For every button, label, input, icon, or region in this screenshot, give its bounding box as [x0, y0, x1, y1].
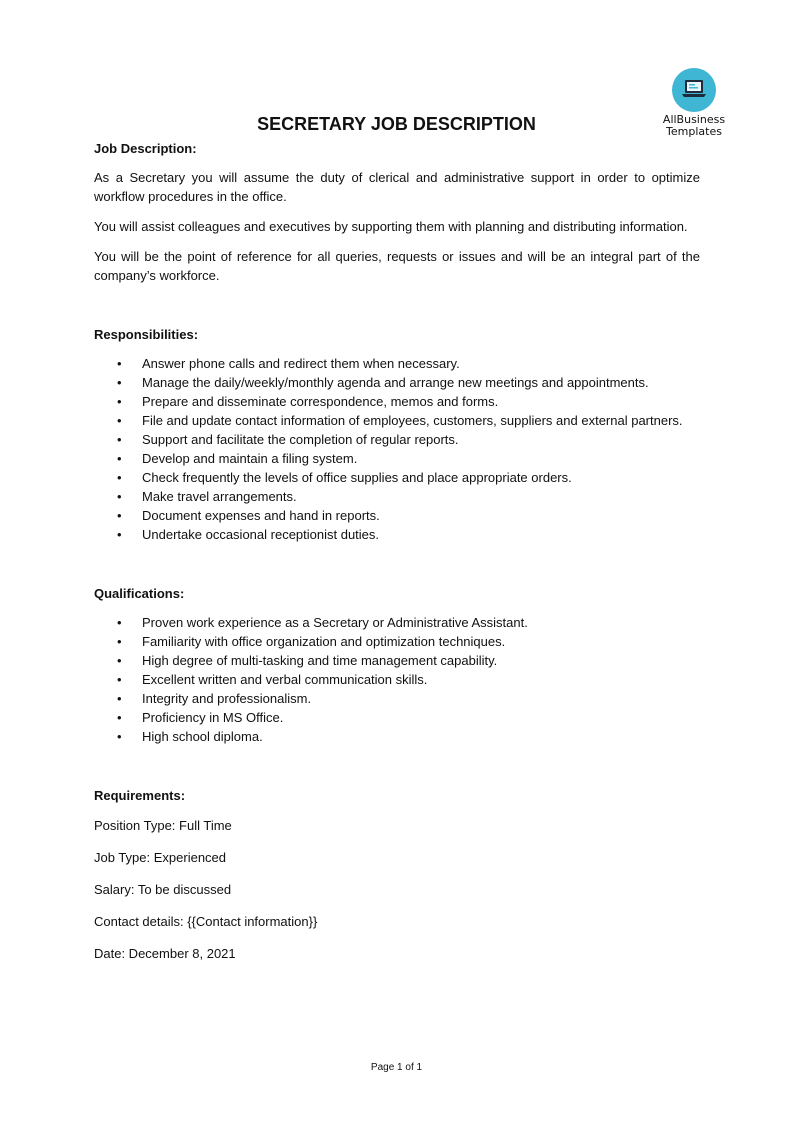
bullet-icon: •: [117, 615, 122, 630]
list-item-text: Undertake occasional receptionist duties.: [142, 527, 380, 542]
laptop-icon: [680, 78, 708, 100]
list-item: [94, 632, 700, 651]
bullet-icon: •: [117, 729, 122, 744]
bullet-icon: •: [117, 527, 122, 542]
logo-brand-line2: Templates: [666, 125, 722, 138]
requirements-heading: Requirements:: [94, 788, 186, 803]
bullet-icon: •: [117, 375, 122, 390]
bullet-icon: •: [117, 394, 122, 409]
bullet-icon: •: [117, 489, 122, 504]
job-description-paragraph: As a Secretary you will assume the duty of clerical and administrative support in order to optimize workflow procedures in the office.: [94, 170, 700, 204]
bullet-icon: •: [117, 451, 122, 466]
list-item-text: Manage the daily/weekly/monthly agenda and arrange new meetings and appointments.: [142, 375, 649, 390]
responsibilities-heading: Responsibilities:: [94, 327, 199, 342]
job-description-paragraph: You will assist colleagues and executives by supporting them with planning and distributing information.: [94, 219, 688, 234]
date: Date: December 8, 2021: [94, 946, 236, 961]
bullet-icon: •: [117, 691, 122, 706]
position-type: Position Type: Full Time: [94, 818, 232, 833]
logo-brand-line1: AllBusiness: [662, 113, 726, 126]
bullet-icon: •: [117, 710, 122, 725]
list-item-text: Make travel arrangements.: [142, 489, 297, 504]
list-item-text: File and update contact information of employees, customers, suppliers and external partners.: [142, 413, 683, 428]
job-description-heading: Job Description:: [94, 141, 197, 156]
list-item: [94, 525, 700, 544]
bullet-icon: •: [117, 508, 122, 523]
list-item: [94, 613, 700, 632]
page-number: Page 1 of 1: [370, 1062, 423, 1073]
list-item: [94, 430, 700, 449]
list-item: [94, 468, 700, 487]
list-item: [94, 727, 700, 746]
responsibilities-list: [94, 354, 700, 544]
list-item: [94, 392, 700, 411]
list-item: [94, 373, 700, 392]
bullet-icon: •: [117, 634, 122, 649]
bullet-icon: •: [117, 413, 122, 428]
list-item-text: Develop and maintain a filing system.: [142, 451, 358, 466]
list-item-text: Support and facilitate the completion of regular reports.: [142, 432, 459, 447]
list-item-text: Excellent written and verbal communication skills.: [142, 672, 428, 687]
qualifications-heading: Qualifications:: [94, 586, 185, 601]
bullet-icon: •: [117, 672, 122, 687]
list-item: [94, 708, 700, 727]
list-item: [94, 487, 700, 506]
list-item: [94, 449, 700, 468]
job-description-paragraph: You will be the point of reference for all queries, requests or issues and will be an integral part of the company’s workforce.: [94, 249, 700, 283]
document-title: SECRETARY JOB DESCRIPTION: [257, 114, 536, 134]
bullet-icon: •: [117, 356, 122, 371]
list-item-text: High degree of multi-tasking and time management capability.: [142, 653, 498, 668]
list-item: [94, 354, 700, 373]
list-item-text: Document expenses and hand in reports.: [142, 508, 380, 523]
document-body: [94, 139, 700, 976]
list-item-text: Familiarity with office organization and optimization techniques.: [142, 634, 506, 649]
list-item-text: Integrity and professionalism.: [142, 691, 312, 706]
bullet-icon: •: [117, 653, 122, 668]
logo-badge: [672, 68, 716, 112]
list-item: [94, 506, 700, 525]
list-item-text: Check frequently the levels of office supplies and place appropriate orders.: [142, 470, 572, 485]
bullet-icon: •: [117, 470, 122, 485]
list-item: [94, 689, 700, 708]
list-item-text: Answer phone calls and redirect them when necessary.: [142, 356, 460, 371]
list-item-text: Prepare and disseminate correspondence, memos and forms.: [142, 394, 499, 409]
list-item: [94, 411, 700, 430]
job-type: Job Type: Experienced: [94, 850, 227, 865]
salary: Salary: To be discussed: [94, 882, 232, 897]
qualifications-list: [94, 613, 700, 746]
list-item-text: Proven work experience as a Secretary or Administrative Assistant.: [142, 615, 528, 630]
bullet-icon: •: [117, 432, 122, 447]
list-item: [94, 670, 700, 689]
list-item-text: Proficiency in MS Office.: [142, 710, 284, 725]
contact-details: Contact details: {{Contact information}}: [94, 914, 318, 929]
list-item-text: High school diploma.: [142, 729, 263, 744]
list-item: [94, 651, 700, 670]
